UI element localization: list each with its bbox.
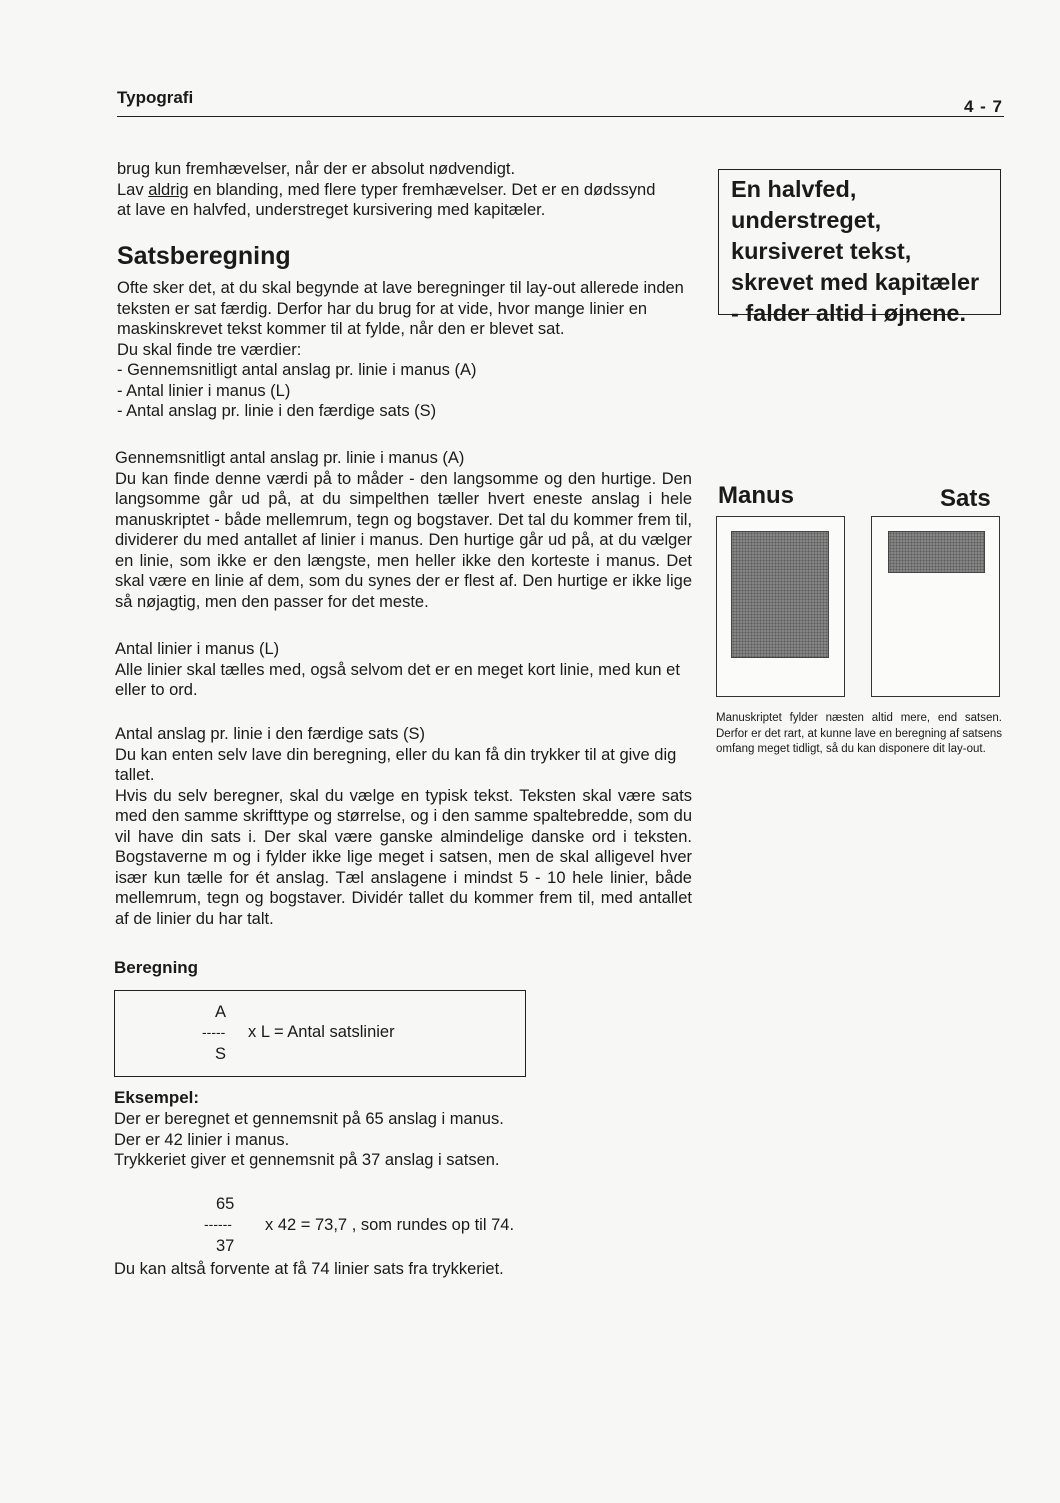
intro-text: en blanding, med flere typer fremhævelser. Det er en dødssynd <box>188 180 656 199</box>
intro-line <box>117 180 695 201</box>
formula-fraction-bar: ----- <box>202 1024 226 1040</box>
intro-paragraph <box>117 159 695 221</box>
page-number: 4 - 7 <box>964 97 1004 116</box>
underlined-word: aldrig <box>148 180 189 199</box>
section-l <box>115 639 692 701</box>
figure-caption: Manuskriptet fylder næsten altid mere, end satsen. Derfor er det rart, at kunne lave en beregning af satsens omfang meget tidligt, så du kan disponere dit lay-out. <box>716 712 1002 755</box>
formula-rest: x L = Antal satslinier <box>248 1023 395 1041</box>
eksempel-heading: Eksempel: <box>114 1088 200 1107</box>
subsection-heading: Antal linier i manus (L) <box>115 640 280 658</box>
value-item: - Gennemsnitligt antal anslag pr. linie i manus (A) <box>117 361 477 379</box>
value-item: - Antal anslag pr. linie i den færdige sats (S) <box>117 402 437 420</box>
section-a <box>115 448 692 612</box>
intro-text: Lav <box>117 180 149 199</box>
intro-line: brug kun fremhævelser, når der er absolut nødvendigt. <box>117 160 516 178</box>
eksempel-conclusion: Du kan altså forvente at få 74 linier sats fra trykkeriet. <box>114 1260 504 1278</box>
calc-denominator: 37 <box>216 1237 235 1255</box>
page-header-title: Typografi <box>117 88 194 107</box>
calc-rest: x 42 = 73,7 , som rundes op til 74. <box>265 1216 515 1234</box>
calc-numerator: 65 <box>216 1195 235 1213</box>
value-item: - Antal linier i manus (L) <box>117 381 291 400</box>
values-intro: Du skal finde tre værdier: <box>117 340 302 359</box>
formula-numerator: A <box>215 1003 227 1021</box>
body-paragraph: Du kan enten selv lave din beregning, eller du kan få din trykker til at give dig tallet. <box>115 745 677 784</box>
formula-denominator: S <box>215 1045 227 1063</box>
manus-text-block <box>731 531 829 658</box>
subsection-heading: Antal anslag pr. linie i den færdige sats (S) <box>115 725 425 743</box>
figure-label-manus: Manus <box>718 482 795 509</box>
body-paragraph: Du kan finde denne værdi på to måder - den langsomme og den hurtige. Den langsomme går ud på, at du simpelthen tæller hvert eneste anslag i hele manuskriptet - både mellemrum, tegn og bogstaver. Det tal du kommer frem til, dividerer du med antallet af linier i manus. Den hurtige går ud på, at du vælger en linie, som ikke er den længste, men heller ikke den korteste i manus. Det skal være en linie af dem, som du synes der er flest af. Den hurtige er ikke lige så nøjagtig, men den passer for det meste. <box>115 469 692 611</box>
eksempel-line: Trykkeriet giver et gennemsnit på 37 anslag i satsen. <box>114 1151 500 1169</box>
calc-fraction-bar: ------ <box>204 1216 232 1232</box>
section-s <box>115 724 692 929</box>
intro-line: at lave en halvfed, understreget kursivering med kapitæler. <box>117 201 546 219</box>
callout-text: En halvfed, understreget, kursiveret tekst, skrevet med kapitæler - falder altid i øjnene. <box>731 176 980 326</box>
body-paragraph: Ofte sker det, at du skal begynde at lave beregninger til lay-out allerede inden teksten er sat færdig. Derfor har du brug for at vide, hvor mange linier en maskinskrevet tekst kommer til at fylde, når den er blevet sat. <box>117 279 684 338</box>
satsberegning-section <box>117 278 695 422</box>
body-paragraph: Hvis du selv beregner, skal du vælge en typisk tekst. Teksten skal være sats med den samme skrifttype og størrelse, og i den samme spaltebredde, som du vil have din sats i. Der skal være ganske almindelige danske ord i teksten. Bogstaverne m og i fylder ikke lige meget i satsen, men de skal alligevel hver især kun tælle for ét anslag. Tæl anslagene i mindst 5 - 10 hele linier, både mellemrum, tegn og bogstaver. Dividér tallet du kommer frem til, med antallet af de linier du har talt. <box>115 786 692 928</box>
header-rule <box>117 116 1004 117</box>
eksempel-lines <box>114 1109 692 1171</box>
beregning-heading: Beregning <box>114 958 199 977</box>
body-paragraph: Alle linier skal tælles med, også selvom det er en meget kort linie, med kun et eller to ord. <box>115 660 680 699</box>
eksempel-line: Der er beregnet et gennemsnit på 65 anslag i manus. <box>114 1110 504 1128</box>
eksempel-line: Der er 42 linier i manus. <box>114 1130 290 1149</box>
subsection-heading: Gennemsnitligt antal anslag pr. linie i manus (A) <box>115 449 465 467</box>
figure-label-sats: Sats <box>940 485 991 512</box>
section-heading-satsberegning: Satsberegning <box>117 242 291 270</box>
sats-text-block <box>888 531 985 573</box>
